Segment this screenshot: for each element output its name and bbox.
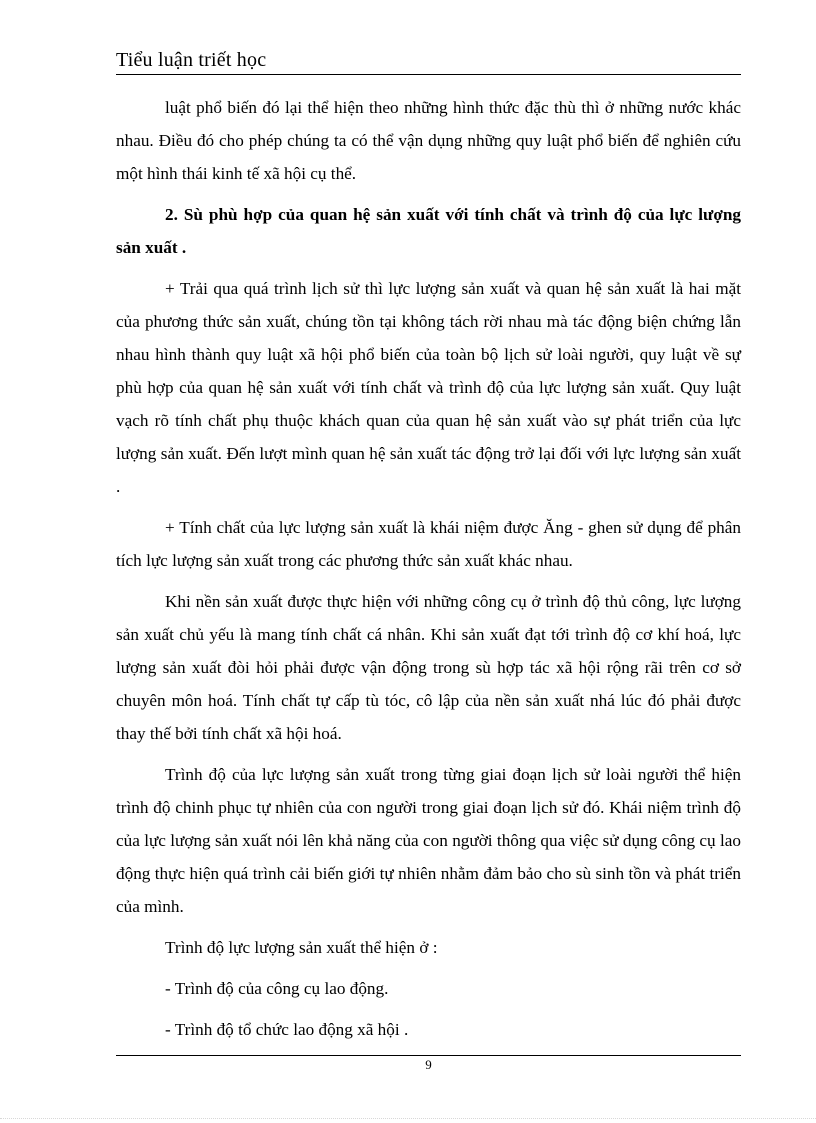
paragraph: Trình độ của lực lượng sản xuất trong từng giai đoạn lịch sử loài người thể hiện trình độ chinh phục tự nhiên của con người trong giai đoạn lịch sử đó. Khái niệm trình độ của lực lượng sản xuất nói lên khả năng của con người thông qua việc sử dụng công cụ lao động thực hiện quá trình cải biến giới tự nhiên nhằm đảm bảo cho sù sinh tồn và phát triển của mình. bbox=[116, 765, 741, 916]
page-content bbox=[116, 91, 741, 1054]
list-item: - Trình độ tổ chức lao động xã hội . bbox=[165, 1020, 409, 1039]
page-header bbox=[116, 48, 741, 75]
page-edge-divider bbox=[0, 1118, 816, 1119]
paragraph: + Trải qua quá trình lịch sử thì lực lượng sản xuất và quan hệ sản xuất là hai mặt của phương thức sản xuất, chúng tồn tại không tách rời nhau mà tác động biện chứng lẫn nhau hình thành quy luật xã hội phổ biến của toàn bộ lịch sử loài người, quy luật về sự phù hợp của quan hệ sản xuất với tính chất và trình độ của lực lượng sản xuất. Quy luật vạch rõ tính chất phụ thuộc khách quan của quan hệ sản xuất vào sự phát triển của lực lượng sản xuất. Đến lượt mình quan hệ sản xuất tác động trở lại đối với lực lượng sản xuất . bbox=[116, 279, 741, 496]
page-footer bbox=[116, 1055, 741, 1073]
page-number: 9 bbox=[425, 1057, 432, 1072]
section-heading: 2. Sù phù hợp của quan hệ sản xuất với tính chất và trình độ của lực lượng sản xuất . bbox=[116, 205, 741, 257]
list-item: - Trình độ của công cụ lao động. bbox=[165, 979, 389, 998]
paragraph-continued: luật phổ biến đó lại thể hiện theo những hình thức đặc thù thì ở những nước khác nhau. Điều đó cho phép chúng ta có thể vận dụng những quy luật phổ biến để nghiên cứu một hình thái kinh tế xã hội cụ thể. bbox=[116, 98, 741, 183]
paragraph: Khi nền sản xuất được thực hiện với những công cụ ở trình độ thủ công, lực lượng sản xuất chủ yếu là mang tính chất cá nhân. Khi sản xuất đạt tới trình độ cơ khí hoá, lực lượng sản xuất đòi hỏi phải được vận động trong sù hợp tác xã hội rộng rãi trên cơ sở chuyên môn hoá. Tính chất tự cấp tù tóc, cô lập của nền sản xuất nhá lúc đó phải được thay thế bởi tính chất xã hội hoá. bbox=[116, 592, 741, 743]
list-intro: Trình độ lực lượng sản xuất thể hiện ở : bbox=[165, 938, 438, 957]
header-title: Tiểu luận triết học bbox=[116, 49, 267, 71]
paragraph: + Tính chất của lực lượng sản xuất là khái niệm được Ăng - ghen sử dụng để phân tích lực lượng sản xuất trong các phương thức sản xuất khác nhau. bbox=[116, 518, 741, 570]
